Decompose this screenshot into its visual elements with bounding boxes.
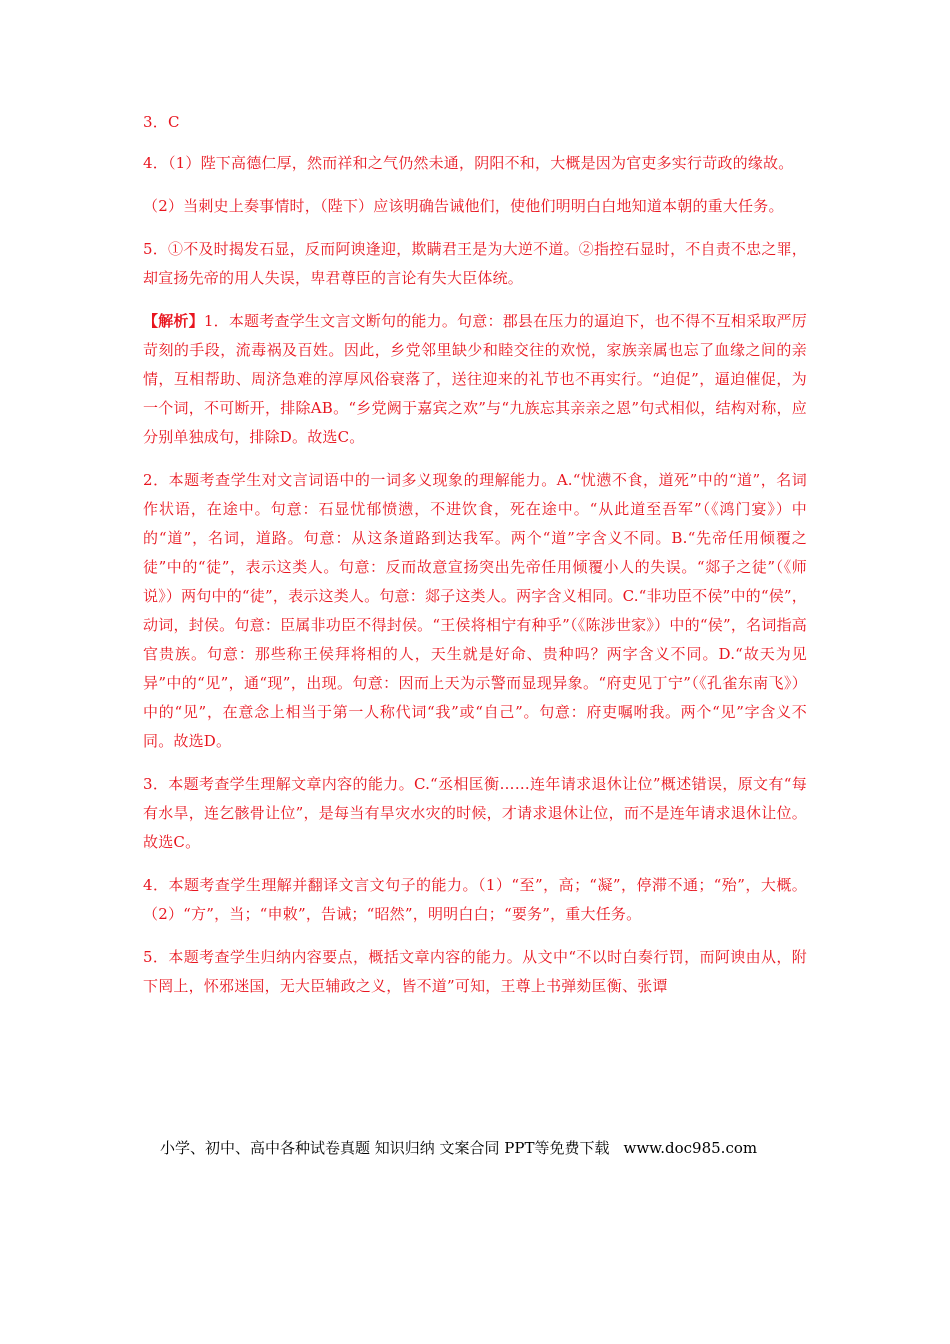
analysis-item-5: 5．本题考查学生归纳内容要点，概括文章内容的能力。从文中“不以时白奏行罚，而阿谀由从，附下罔上，怀邪迷国，无大臣辅政之义，皆不道”可知，王尊上书弹劾匡衡、张谭 bbox=[143, 948, 807, 995]
footer-url[interactable]: www.doc985.com bbox=[623, 1139, 758, 1157]
answer-4-part-2: （2）当刺史上奏事情时，（陛下）应该明确告诫他们，使他们明明白白地知道本朝的重大任务。 bbox=[143, 197, 784, 215]
analysis-item-3: 3．本题考查学生理解文章内容的能力。C.“丞相匡衡……连年请求退休让位”概述错误，原文有“每有水旱，连乞骸骨让位”，是每当有旱灾水灾的时候，才请求退休让位，而不是连年请求退休让位。故选C。 bbox=[143, 775, 807, 851]
page-footer bbox=[160, 1136, 820, 1160]
answer-5: 5．①不及时揭发石显，反而阿谀逢迎，欺瞒君王是为大逆不道。②指控石显时，不自责不忠之罪，却宣扬先帝的用人失误，卑君尊臣的言论有失大臣体统。 bbox=[143, 240, 807, 287]
analysis-label: 【解析】 bbox=[143, 312, 204, 330]
answer-4-part-1: 4．（1）陛下高德仁厚，然而祥和之气仍然未通，阴阳不和，大概是因为官吏多实行苛政的缘故。 bbox=[143, 154, 794, 172]
document-body bbox=[143, 108, 807, 1015]
footer-text: 小学、初中、高中各种试卷真题 知识归纳 文案合同 PPT等免费下载 bbox=[160, 1139, 610, 1157]
analysis-item-2: 2．本题考查学生对文言词语中的一词多义现象的理解能力。A.“忧懑不食，道死”中的“道”，名词作状语，在途中。句意：石显忧郁愤懑，不进饮食，死在途中。“从此道至吾军”（《鸿门宴》）中的“道”，名词，道路。句意：从这条道路到达我军。两个“道”字含义不同。B.“先帝任用倾覆之徒”中的“徒”，表示这类人。句意：反而故意宣扬突出先帝任用倾覆小人的失误。“郯子之徒”（《师说》）两句中的“徒”，表示这类人。句意：郯子这类人。两字含义相同。C.“非功臣不侯”中的“侯”，动词，封侯。句意：臣属非功臣不得封侯。“王侯将相宁有种乎”（《陈涉世家》）中的“侯”，名词指高官贵族。句意：那些称王侯拜将相的人，天生就是好命、贵种吗？两字含义不同。D.“故天为见异”中的“见”，通“现”，出现。句意：因而上天为示警而显现异象。“府吏见丁宁”（《孔雀东南飞》）中的“见”，在意念上相当于第一人称代词“我”或“自己”。句意：府吏嘱咐我。两个“见”字含义不同。故选D。 bbox=[143, 471, 807, 750]
analysis-item-1 bbox=[143, 307, 807, 452]
analysis-item-1-text: 1．本题考查学生文言文断句的能力。句意：郡县在压力的逼迫下，也不得不互相采取严厉苛刻的手段，流毒祸及百姓。因此，乡党邻里缺少和睦交往的欢悦，家族亲属也忘了血缘之间的亲情，互相帮助、周济急难的淳厚风俗衰落了，送往迎来的礼节也不再实行。“迫促”，逼迫催促，为一个词，不可断开，排除AB。“乡党阙于嘉宾之欢”与“九族忘其亲亲之恩”句式相似，结构对称，应分别单独成句，排除D。故选C。 bbox=[143, 312, 807, 446]
answer-3: 3．C bbox=[143, 113, 180, 131]
analysis-item-4: 4．本题考查学生理解并翻译文言文句子的能力。（1）“至”，高；“凝”，停滞不通；“殆”，大概。（2）“方”，当；“申敕”，告诫；“昭然”，明明白白；“要务”，重大任务。 bbox=[143, 876, 807, 923]
